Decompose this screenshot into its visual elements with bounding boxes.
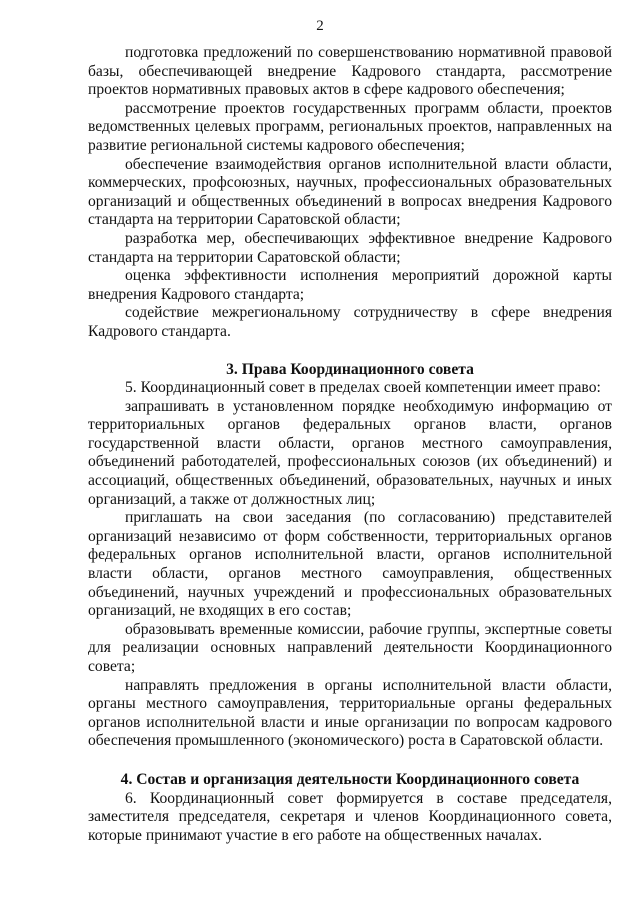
intro-item: обеспечение взаимодействия органов исполнительной власти области, коммерческих, профсоюзных, научных, профессиональных образовательных организаций и общественных объединений в вопросах внедрения Кадрового стандарта на территории Саратовской области; [88, 155, 612, 229]
section-heading-rights: 3. Права Координационного совета [226, 360, 474, 378]
intro-item: оценка эффективности исполнения мероприятий дорожной карты внедрения Кадрового стандарта; [88, 267, 612, 303]
intro-item: содействие межрегиональному сотрудничеству в сфере внедрения Кадрового стандарта. [88, 304, 612, 340]
rights-item: приглашать на свои заседания (по согласованию) представителей организаций независимо от форм собственности, территориальных органов федеральных органов исполнительной власти, органов исполнительной власти области, органов местного самоуправления, общественных объединений, научных учреждений и профессиональных образовательных организаций, не входящих в его состав; [88, 509, 612, 620]
intro-item: разработка мер, обеспечивающих эффективное внедрение Кадрового стандарта на территории Саратовской области; [88, 229, 612, 266]
rights-item: образовывать временные комиссии, рабочие группы, экспертные советы для реализации основных направлений деятельности Координационного совета; [88, 620, 612, 675]
section-heading-composition: 4. Состав и организация деятельности Координационного совета [120, 770, 580, 788]
page-number: 2 [316, 18, 324, 34]
rights-item: запрашивать в установленном порядке необходимую информацию от территориальных органов федеральных органов власти, органов государственной власти области, органов местного самоуправления, объединений работодателей, профессиональных союзов (их объединений) и ассоциаций, общественных объединений, образовательных, научных и иных организаций, а также от должностных лиц; [88, 397, 612, 508]
clause-5: 5. Координационный совет в пределах своей компетенции имеет право: [125, 379, 601, 397]
intro-item: подготовка предложений по совершенствованию нормативной правовой базы, обеспечивающей внедрение Кадрового стандарта, рассмотрение проектов нормативных правовых актов в сфере кадрового обеспечения; [88, 44, 612, 99]
document-body [88, 44, 612, 845]
intro-item: рассмотрение проектов государственных программ области, проектов ведомственных целевых программ, региональных проектов, направленных на развитие региональной системы кадрового обеспечения; [88, 99, 612, 154]
clause-6: 6. Координационный совет формируется в составе председателя, заместителя председателя, секретаря и членов Координационного совета, которые принимают участие в его работе на общественных началах. [88, 789, 612, 844]
rights-item: направлять предложения в органы исполнительной власти области, органы местного самоуправления, территориальные органы федеральных органов исполнительной власти и иные организации по вопросам кадрового обеспечения промышленного (экономического) роста в Саратовской области. [88, 676, 612, 750]
